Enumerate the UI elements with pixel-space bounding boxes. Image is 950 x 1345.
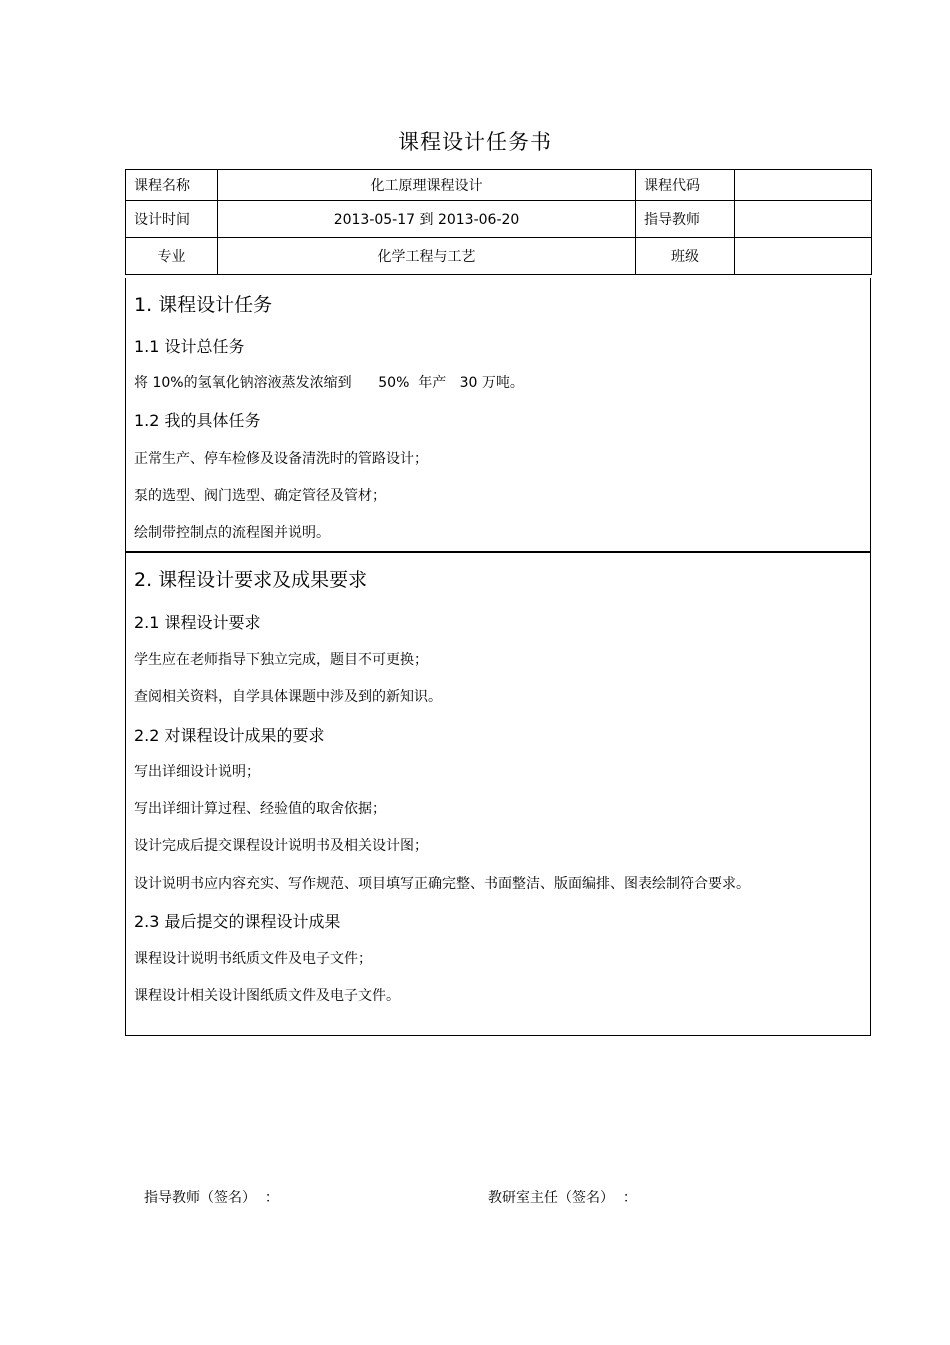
info-row-major [126, 238, 872, 275]
course-code-label: 课程代码 [636, 170, 735, 201]
section1-sub2-heading: 1.2 我的具体任务 [134, 411, 261, 430]
section1-sub1-text: 将 10%的氢氧化钠溶液蒸发浓缩到 50% 年产 30 万吨。 [134, 375, 524, 391]
design-time-value: 2013-05-17 到 2013-06-20 [218, 201, 636, 238]
list-item: 设计完成后提交课程设计说明书及相关设计图； [134, 838, 428, 854]
section2-sub1-heading: 2.1 课程设计要求 [134, 613, 261, 632]
section1-heading: 1. 课程设计任务 [134, 294, 273, 316]
document-title: 课程设计任务书 [398, 130, 552, 154]
list-item: 写出详细设计说明； [134, 764, 260, 780]
major-label: 专业 [126, 238, 218, 275]
class-label: 班级 [636, 238, 735, 275]
course-name-label: 课程名称 [126, 170, 218, 201]
section1-sub1-heading: 1.1 设计总任务 [134, 337, 245, 356]
course-info-table [125, 169, 872, 275]
advisor-label: 指导教师 [636, 201, 735, 238]
list-item: 课程设计说明书纸质文件及电子文件； [134, 951, 372, 967]
section-requirements [125, 552, 871, 1036]
list-item: 设计说明书应内容充实、写作规范、项目填写正确完整、书面整洁、版面编排、图表绘制符合要求。 [134, 876, 750, 892]
list-item: 泵的选型、阀门选型、确定管径及管材； [134, 488, 386, 504]
list-item: 绘制带控制点的流程图并说明。 [134, 525, 330, 541]
section2-heading: 2. 课程设计要求及成果要求 [134, 569, 368, 591]
major-value: 化学工程与工艺 [218, 238, 636, 275]
section-design-tasks [125, 278, 871, 552]
info-row-course [126, 170, 872, 201]
list-item: 写出详细计算过程、经验值的取舍依据； [134, 801, 386, 817]
list-item: 课程设计相关设计图纸质文件及电子文件。 [134, 988, 400, 1004]
section2-sub3-heading: 2.3 最后提交的课程设计成果 [134, 912, 341, 931]
info-row-time [126, 201, 872, 238]
list-item: 学生应在老师指导下独立完成，题目不可更换； [134, 652, 428, 668]
advisor-signature: 指导教师（签名） ： [144, 1190, 279, 1206]
course-name-value: 化工原理课程设计 [218, 170, 636, 201]
director-signature: 教研室主任（签名） ： [488, 1190, 637, 1206]
advisor-value [735, 201, 872, 238]
list-item: 查阅相关资料，自学具体课题中涉及到的新知识。 [134, 689, 442, 705]
section2-sub2-heading: 2.2 对课程设计成果的要求 [134, 726, 325, 745]
design-time-label: 设计时间 [126, 201, 218, 238]
list-item: 正常生产、停车检修及设备清洗时的管路设计； [134, 451, 428, 467]
class-value [735, 238, 872, 275]
course-code-value [735, 170, 872, 201]
